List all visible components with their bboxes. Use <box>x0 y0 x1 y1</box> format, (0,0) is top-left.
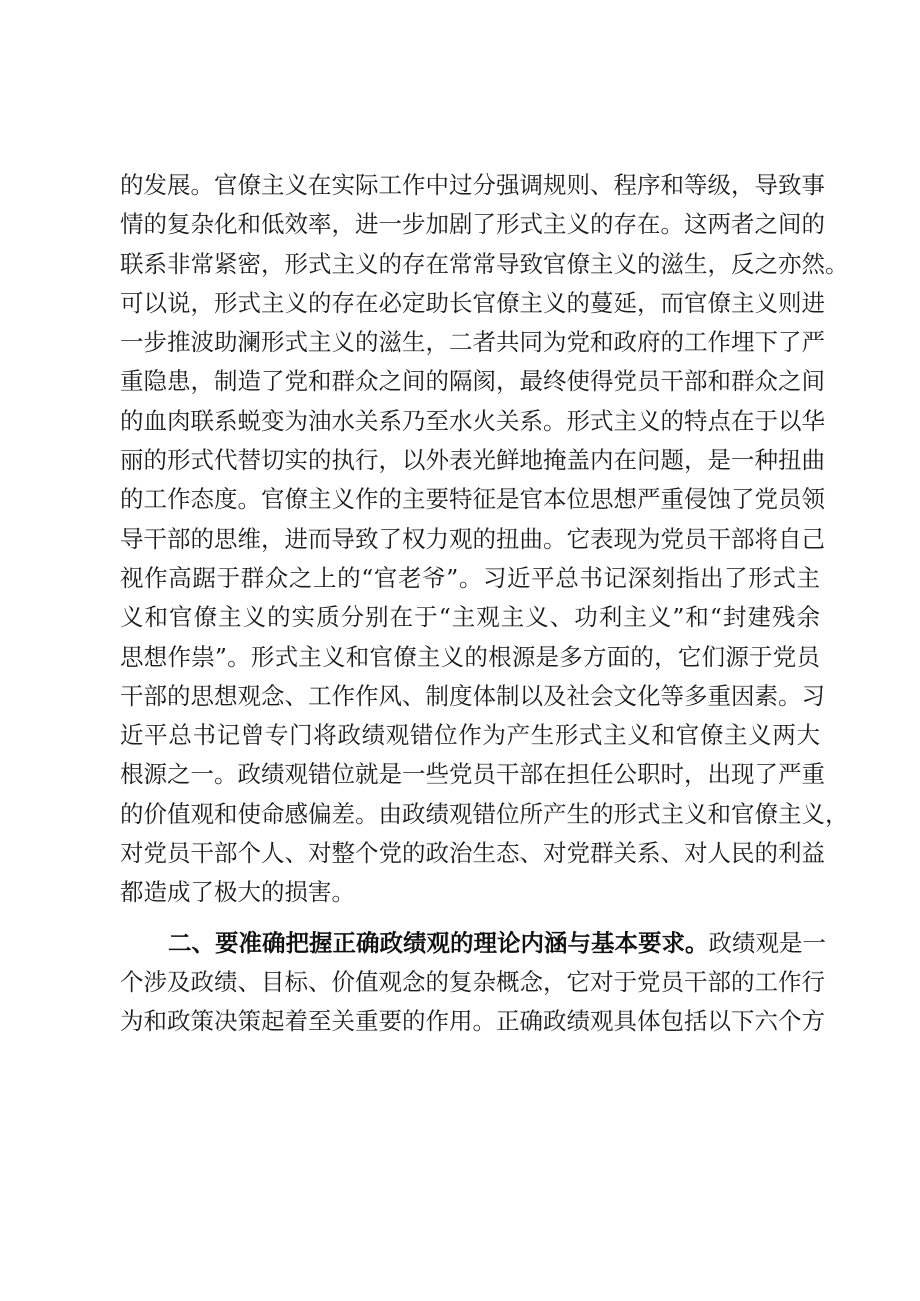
text-line: 的发展。官僚主义在实际工作中过分强调规则、程序和等级，导致事 <box>120 171 825 199</box>
text-line: 为和政策决策起着至关重要的作用。正确政绩观具体包括以下六个方 <box>120 1007 825 1036</box>
text-line: 的价值观和使命感偏差。由政绩观错位所产生的形式主义和官僚主义， <box>120 799 849 828</box>
text-line: 视作高踞于群众之上的“官老爷”。习近平总书记深刻指出了形式主 <box>120 563 820 592</box>
text-line: 对党员干部个人、对整个党的政治生态、对党群关系、对人民的利益 <box>120 839 825 868</box>
text-line: 思想作祟”。形式主义和官僚主义的根源是多方面的，它们源于党员 <box>120 642 820 671</box>
text-line: 丽的形式代替切实的执行，以外表光鲜地掩盖内在问题，是一种扭曲 <box>120 446 825 475</box>
text-line: 情的复杂化和低效率，进一步加剧了形式主义的存在。这两者之间的 <box>120 210 825 239</box>
paragraph-2 <box>120 924 826 1042</box>
text-line: 一步推波助澜形式主义的滋生，二者共同为党和政府的工作埋下了严 <box>120 328 825 357</box>
text-line: 近平总书记曾专门将政绩观错位作为产生形式主义和官僚主义两大 <box>120 721 820 750</box>
paragraph-1 <box>120 166 849 913</box>
text-line: 义和官僚主义的实质分别在于“主观主义、功利主义”和“封建残余 <box>120 603 820 632</box>
document-body <box>120 166 849 1042</box>
text-line: 都造成了极大的损害。 <box>120 878 355 907</box>
section-heading: 二、要准确把握正确政绩观的理论内涵与基本要求。 <box>168 928 709 957</box>
text-line: 可以说，形式主义的存在必定助长官僚主义的蔓延，而官僚主义则进 <box>120 288 825 317</box>
text-line: 重隐患，制造了党和群众之间的隔阂，最终使得党员干部和群众之间 <box>120 367 825 396</box>
section-heading-line <box>120 924 826 963</box>
text-line: 导干部的思维，进而导致了权力观的扭曲。它表现为党员干部将自己 <box>120 524 825 553</box>
text-line: 个涉及政绩、目标、价值观念的复杂概念，它对于党员干部的工作行 <box>120 967 825 996</box>
text-line: 的血肉联系蜕变为油水关系乃至水火关系。形式主义的特点在于以华 <box>120 406 825 435</box>
text-line: 干部的思想观念、工作作风、制度体制以及社会文化等多重因素。习 <box>120 681 825 710</box>
text-line: 联系非常紧密，形式主义的存在常常导致官僚主义的滋生，反之亦然。 <box>120 249 849 278</box>
text-line: 根源之一。政绩观错位就是一些党员干部在担任公职时，出现了严重 <box>120 760 825 789</box>
text-line: 的工作态度。官僚主义作的主要特征是官本位思想严重侵蚀了党员领 <box>120 485 825 514</box>
heading-tail-text: 政绩观是一 <box>708 928 826 957</box>
